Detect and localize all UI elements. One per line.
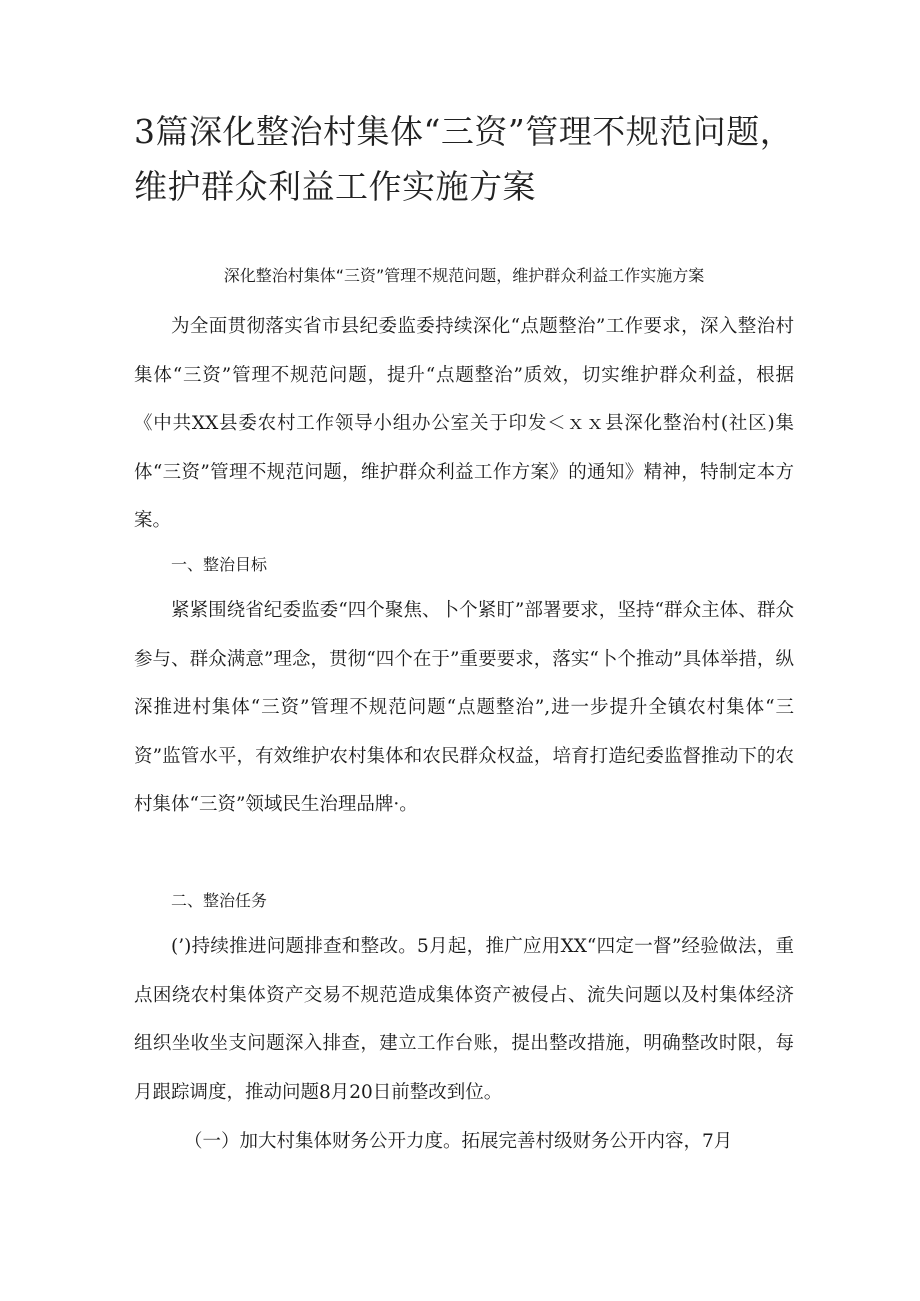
goals-paragraph: 紧紧围绕省纪委监委“四个聚焦、卜个紧盯”部署要求，坚持“群众主体、群众参与、群众满意”理念，贯彻“四个在于”重要要求，落实“卜个推动”具体举措，纵深推进村集体“三资”管理不规范问题“点题整治”,进一步提升全镇农村集体“三资”监管水平，有效维护农村集体和农民群众权益，培育打造纪委监督推动下的农村集体“三资”领域民生治理品牌·。	[134, 600, 794, 815]
task-item-1: (’)持续推进问题排查和整改。5月起，推广应用XX“四定一督”经验做法，重点困绕农村集体资产交易不规范造成集体资产被侵占、流失问题以及村集体经济组织坐收坐支问题深入排查，建立工作台账，提出整改措施，明确整改时限，每月跟踪调度，推动问题8月20日前整改到位。	[134, 936, 794, 1103]
section-heading-goals: 一、整治目标	[171, 555, 268, 574]
intro-paragraph: 为全面贯彻落实省市县纪委监委持续深化“点题整治”工作要求，深入整治村集体“三资”管理不规范问题，提升“点题整治”质效，切实维护群众利益，根据《中共XX县委农村工作领导小组办公室关于印发＜ｘｘ县深化整治村(社区)集体“三资”管理不规范问题，维护群众利益工作方案》的通知》精神，特制定本方案。	[134, 316, 794, 531]
document-subtitle: 深化整治村集体“三资”管理不规范问题，维护群众利益工作实施方案	[223, 266, 705, 285]
task-item-2: （一）加大村集体财务公开力度。拓展完善村级财务公开内容，7月	[184, 1131, 733, 1152]
document-title: 3篇深化整治村集体“三资”管理不规范问题，维护群众利益工作实施方案	[134, 112, 794, 206]
section-heading-tasks: 二、整治任务	[171, 891, 268, 910]
